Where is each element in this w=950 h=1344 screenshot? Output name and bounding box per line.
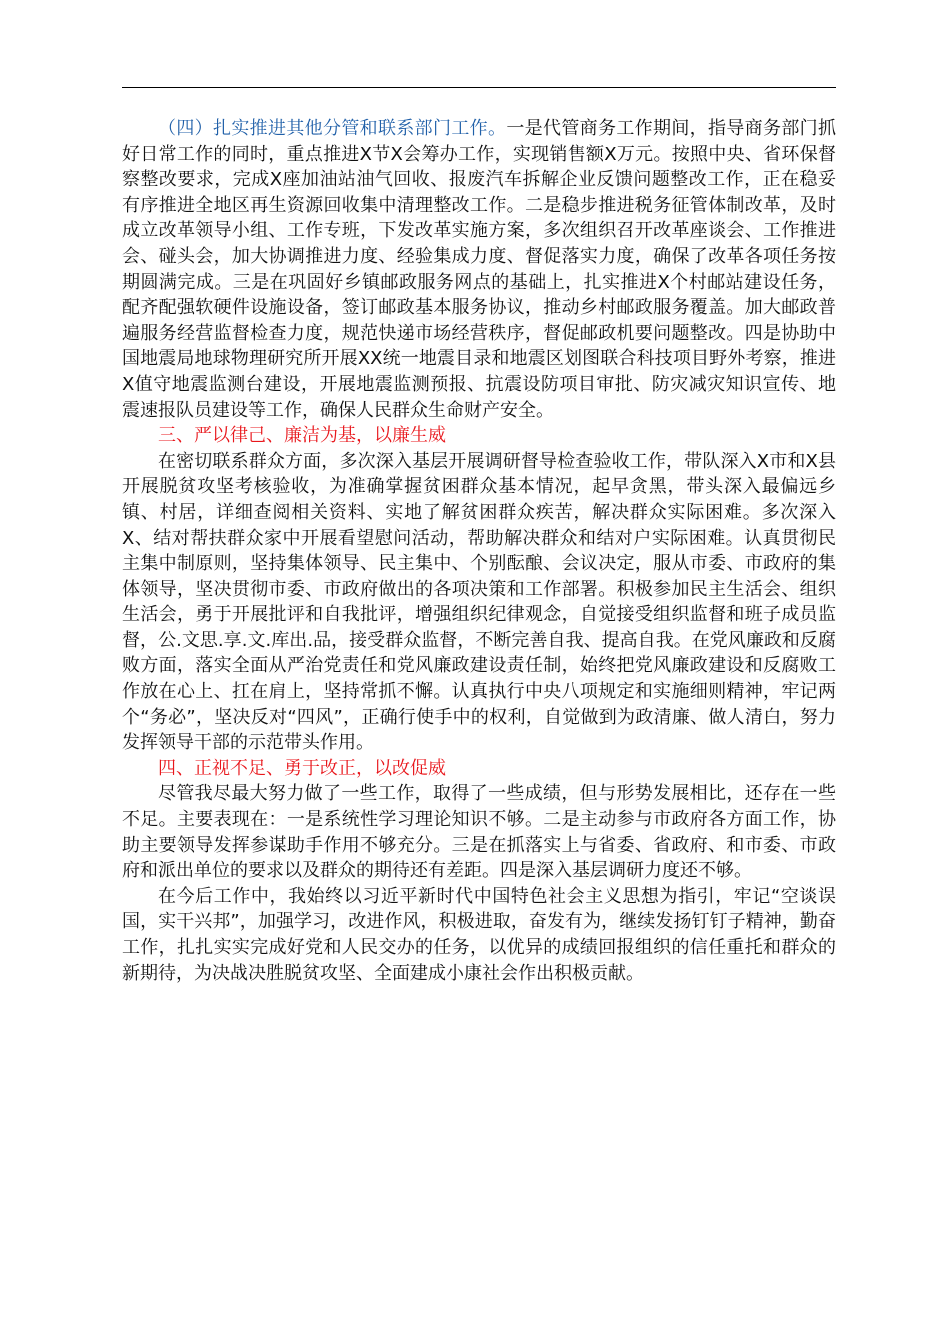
header-rule [122, 87, 836, 88]
paragraph-shortcomings: 尽管我尽最大努力做了一些工作，取得了一些成绩，但与形势发展相比，还存在一些不足。主要表现在：一是系统性学习理论知识不够。二是主动参与市政府各方面工作，协助主要领导发挥参谋助手作用不够充分。三是在抓落实上与省委、省政府、和市委、市政府和派出单位的要求以及群众的期待还有差距。四是深入基层调研力度还不够。 [122, 783, 836, 882]
paragraph-section-4-work [122, 116, 836, 423]
heading-face-shortcomings: 四、正视不足、勇于改正，以改促威 [158, 757, 446, 779]
subheading-other-departments: （四）扎实推进其他分管和联系部门工作。 [158, 118, 507, 139]
paragraph-future-work: 在今后工作中，我始终以习近平新时代中国特色社会主义思想为指引，牢记“空谈误国，实干兴邦”，加强学习，改进作风，积极进取，奋发有为，继续发扬钉钉子精神，勤奋工作，扎扎实实完成好党和人民交办的任务，以优异的成绩回报组织的信任重托和群众的新期待，为决战决胜脱贫攻坚、全面建成小康社会作出积极贡献。 [122, 885, 836, 984]
document-body [122, 116, 836, 986]
paragraph-text: 一是代管商务工作期间，指导商务部门抓好日常工作的同时，重点推进X节X会筹办工作，实现销售额X万元。按照中央、省环保督察整改要求，完成X座加油站油气回收、报废汽车拆解企业反馈问题整改工作，正在稳妥有序推进全地区再生资源回收集中清理整改工作。二是稳步推进税务征管体制改革，及时成立改革领导小组、工作专班，下发改革实施方案，多次组织召开改革座谈会、工作推进会、碰头会，加大协调推进力度、经验集成力度、督促落实力度，确保了改革各项任务按期圆满完成。三是在巩固好乡镇邮政服务网点的基础上，扎实推进X个村邮站建设任务，配齐配强软硬件设施设备，签订邮政基本服务协议，推动乡村邮政服务覆盖。加大邮政普遍服务经营监督检查力度，规范快递市场经营秩序，督促邮政机要问题整改。四是协助中国地震局地球物理研究所开展XX统一地震目录和地震区划图联合科技项目野外考察，推进X值守地震监测台建设，开展地震监测预报、抗震设防项目审批、防灾减灾知识宣传、地震速报队员建设等工作，确保人民群众生命财产安全。 [122, 118, 837, 421]
paragraph-integrity: 在密切联系群众方面，多次深入基层开展调研督导检查验收工作，带队深入X市和X县开展脱贫攻坚考核验收，为准确掌握贫困群众基本情况，起早贪黑，带头深入最偏远乡镇、村居，详细查阅相关资料、实地了解贫困群众疾苦，解决群众实际困难。多次深入X、结对帮扶群众家中开展看望慰问活动，帮助解决群众和结对户实际困难。认真贯彻民主集中制原则，坚持集体领导、民主集中、个别酝酿、会议决定，服从市委、市政府的集体领导，坚决贯彻市委、市政府做出的各项决策和工作部署。积极参加民主生活会、组织生活会，勇于开展批评和自我批评，增强组织纪律观念，自觉接受组织监督和班子成员监督，公.文思.享.文.库出.品，接受群众监督，不断完善自我、提高自我。在党风廉政和反腐败方面，落实全面从严治党责任和党风廉政建设责任制，始终把党风廉政建设和反腐败工作放在心上、扛在肩上，坚持常抓不懈。认真执行中央八项规定和实施细则精神，牢记两个“务必”，坚决反对“四风”，正确行使手中的权利，自觉做到为政清廉、做人清白，努力发挥领导干部的示范带头作用。 [122, 450, 836, 754]
heading-self-discipline: 三、严以律己、廉洁为基，以廉生威 [158, 425, 446, 447]
